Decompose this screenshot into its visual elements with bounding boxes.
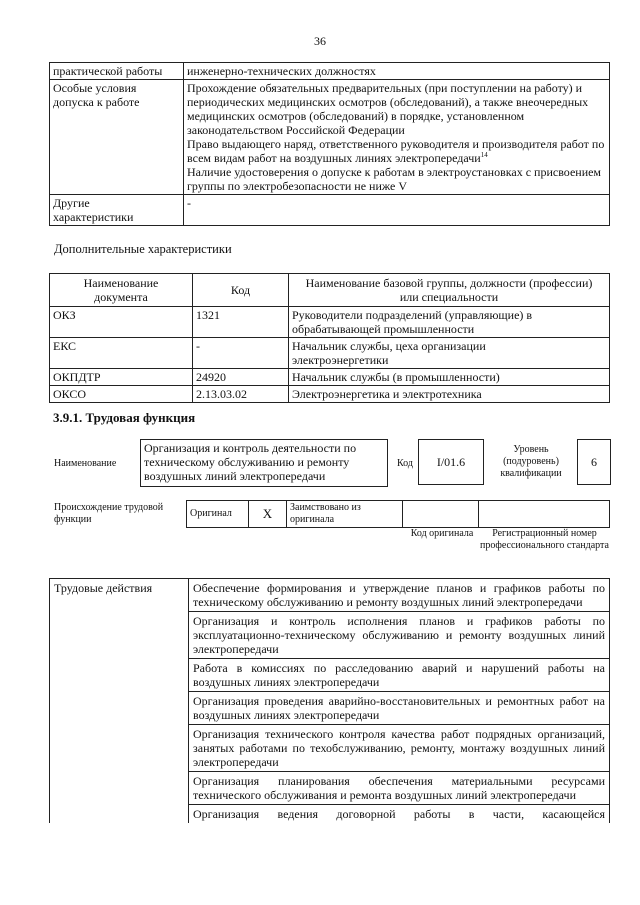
registration-number-cell [479, 501, 610, 528]
row-label: Другие характеристики [50, 195, 184, 226]
table-row [50, 195, 610, 226]
table-cell: 1321 [193, 307, 289, 338]
labor-actions-table [49, 578, 610, 823]
table-row [50, 369, 610, 386]
row-value: инженерно-технических должностях [184, 63, 610, 80]
labor-action-item: Работа в комиссиях по расследованию аварий и нарушений работы на воздушных линиях электропередачи [189, 659, 610, 692]
name-label: Наименование [54, 458, 117, 469]
table-row [50, 338, 610, 369]
original-code-cell [403, 501, 479, 528]
table-row [50, 307, 610, 338]
labor-actions-label: Трудовые действия [50, 579, 189, 824]
table-cell: Руководители подразделений (управляющие) в обрабатывающей промышленности [289, 307, 610, 338]
labor-action-item: Организация проведения аварийно-восстановительных и ремонтных работ на воздушных линиях электропередачи [189, 692, 610, 725]
code-label: Код [397, 458, 413, 469]
code-box: I/01.6 [418, 439, 484, 485]
row-label: Особые условия допуска к работе [50, 80, 184, 195]
labor-action-item: Обеспечение формирования и утверждение планов и графиков работы по техническому обслуживанию и ремонту воздушных линий электропередачи [189, 579, 610, 612]
original-mark: X [249, 501, 287, 528]
footnote-ref: 14 [480, 151, 488, 159]
table-header-row [50, 274, 610, 307]
registration-number-caption: Регистрационный номер профессионального стандарта [480, 528, 609, 551]
table-cell: 2.13.03.02 [193, 386, 289, 403]
additional-characteristics-title: Дополнительные характеристики [54, 242, 232, 256]
table-cell: ОКПДТР [50, 369, 193, 386]
additional-characteristics-table [49, 273, 610, 403]
admission-condition: Наличие удостоверения о допуске к работам в электроустановках с присвоением группы по электробезопасности не ниже V [187, 165, 602, 193]
table-row [50, 63, 610, 80]
column-header: Наименование базовой группы, должности (профессии) или специальности [289, 274, 610, 307]
original-code-caption: Код оригинала [410, 528, 474, 539]
row-label: практической работы [50, 63, 184, 80]
table-row [50, 386, 610, 403]
labor-action-item: Организация технического контроля качества работ подрядных организаций, занятых работами по техобслуживанию, ремонту, монтажу воздушных линий электропередачи [189, 725, 610, 772]
table-cell: ЕКС [50, 338, 193, 369]
qualification-level-label: Уровень (подуровень) квалификации [500, 444, 562, 479]
table-cell: Начальник службы, цеха организации электроэнергетики [289, 338, 610, 369]
table-cell: Электроэнергетика и электротехника [289, 386, 610, 403]
table-cell: ОКСО [50, 386, 193, 403]
column-header: Код [193, 274, 289, 307]
column-header: Наименование документа [50, 274, 193, 307]
table-cell: Начальник службы (в промышленности) [289, 369, 610, 386]
row-value: - [184, 195, 610, 226]
admission-condition: Право выдающего наряд, ответственного руководителя и производителя работ по всем видам работ на воздушных линиях электропередачи$^{14}$ [187, 137, 605, 165]
table-cell: 24920 [193, 369, 289, 386]
qualification-requirements-table [49, 62, 610, 226]
page-number: 36 [314, 34, 326, 48]
labor-action-item: Организация ведения договорной работы в части, касающейся [189, 805, 610, 824]
row-value [184, 80, 610, 195]
labor-action-item: Организация планирования обеспечения материальными ресурсами технического обслуживания и ремонта воздушных линий электропередачи [189, 772, 610, 805]
table-row [50, 579, 610, 612]
table-cell: ОКЗ [50, 307, 193, 338]
section-title: 3.9.1. Трудовая функция [53, 410, 196, 425]
admission-condition: Прохождение обязательных предварительных (при поступлении на работу) и периодических медицинских осмотров (обследований), а также внеочередных медицинских осмотров (обследований) в порядке, установленном законодательством Российской Федерации [187, 81, 589, 137]
table-row [50, 80, 610, 195]
original-label: Оригинал [187, 501, 249, 528]
labor-action-item: Организация и контроль исполнения планов и графиков работы по эксплуатационно-техническому обслуживанию и ремонту воздушных линий электропередачи [189, 612, 610, 659]
function-name-box: Организация и контроль деятельности по техническому обслуживанию и ремонту воздушных линий электропередачи [140, 439, 388, 487]
borrowed-label: Заимствовано из оригинала [287, 501, 403, 528]
qualification-level-box: 6 [577, 439, 611, 485]
origin-label: Происхождение трудовой функции [54, 502, 164, 525]
table-cell: - [193, 338, 289, 369]
table-row [187, 501, 610, 528]
origin-table [186, 500, 610, 528]
